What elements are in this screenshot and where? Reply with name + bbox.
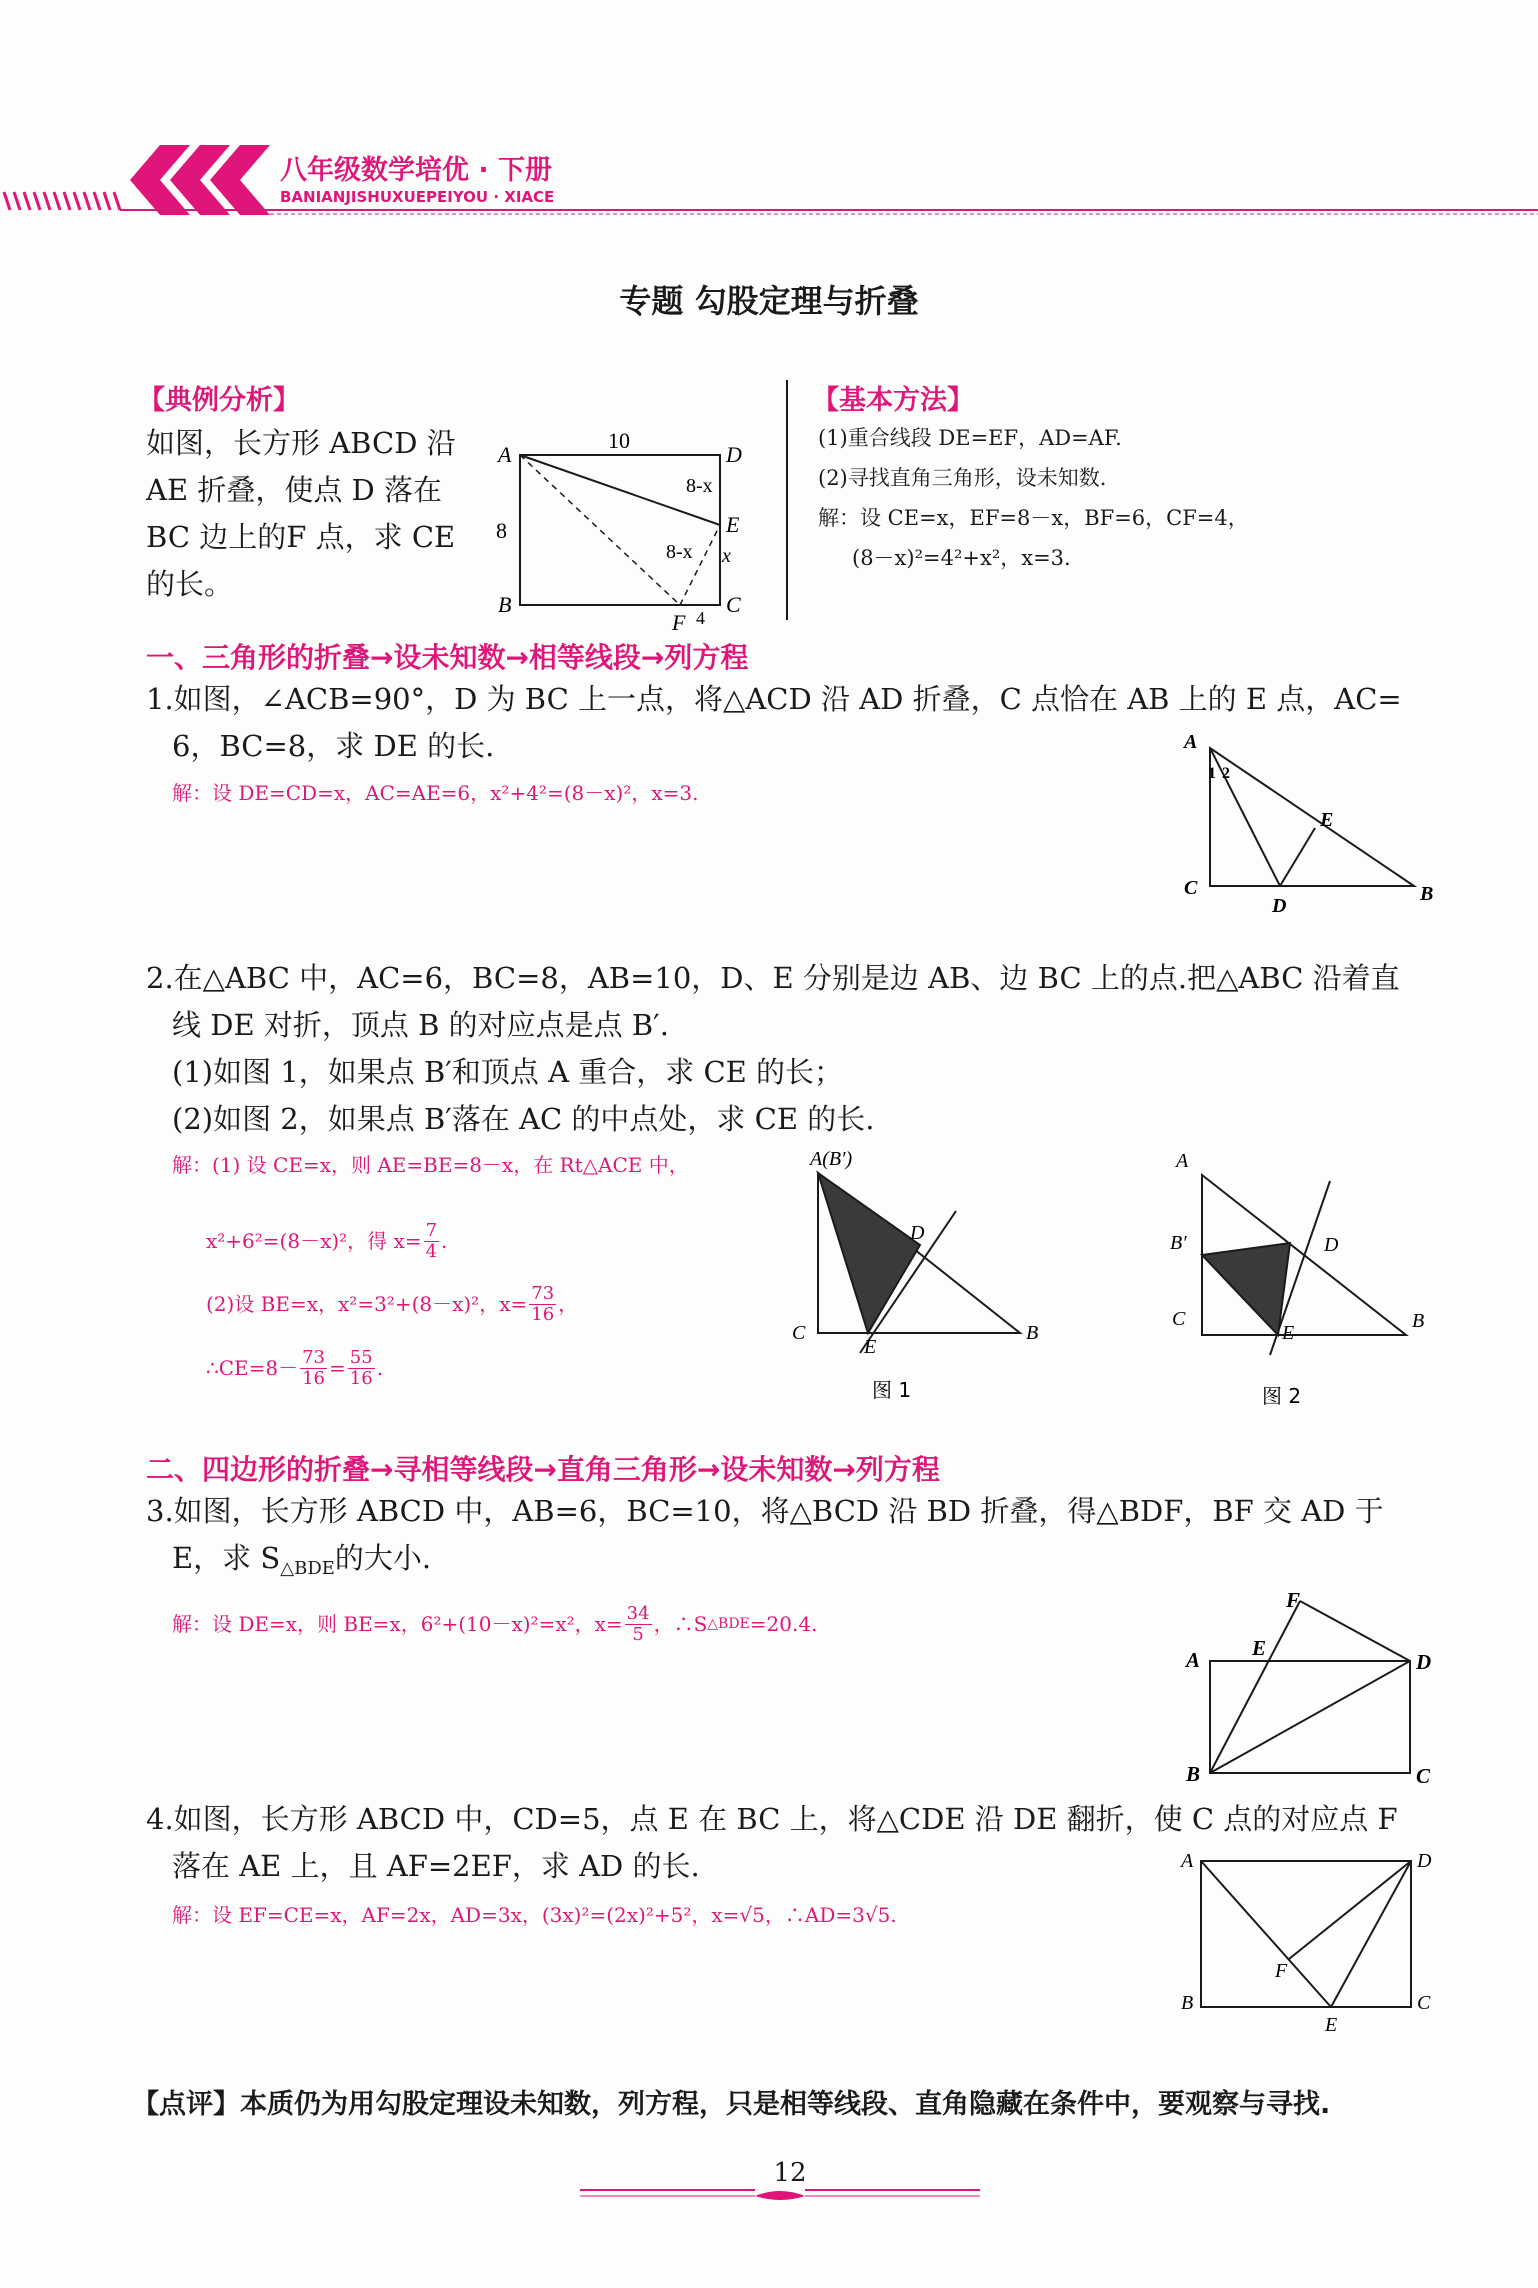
header-title: 八年级数学培优 · 下册 bbox=[280, 155, 553, 186]
q1-line: 1.如图，∠ACB=90°，D 为 BC 上一点，将△ACD 沿 AD 折叠，C 点恰在 AB 上的 E 点，AC= bbox=[146, 682, 1402, 716]
label-de: 8-x bbox=[686, 475, 713, 497]
label-Bprime: B′ bbox=[1170, 1232, 1187, 1254]
label-fc: 4 bbox=[696, 608, 705, 628]
q2-line: (2)如图 2，如果点 B′落在 AC 的中点处，求 CE 的长. bbox=[172, 1102, 875, 1136]
label-C: C bbox=[1172, 1308, 1186, 1330]
q3-line: 3.如图，长方形 ABCD 中，AB=6，BC=10，将△BCD 沿 BD 折叠，得△BDF，BF 交 AD 于 bbox=[146, 1494, 1384, 1528]
label-B: B bbox=[498, 592, 512, 617]
divider bbox=[786, 380, 788, 620]
label-E: E bbox=[864, 1336, 877, 1358]
q2-line: 线 DE 对折，顶点 B 的对应点是点 B′. bbox=[172, 1008, 669, 1042]
q4-answer: 解：设 EF=CE=x，AF=2x，AD=3x，(3x)²=(2x)²+5²，x=√5，∴AD=3√5. bbox=[172, 1903, 897, 1927]
header-pinyin: BANIANJISHUXUEPEIYOU · XIACE bbox=[280, 188, 555, 206]
label-E: E bbox=[1252, 1636, 1267, 1660]
label-C: C bbox=[1184, 877, 1198, 899]
label-F: F bbox=[1275, 1960, 1288, 1982]
label-D: D bbox=[910, 1222, 925, 1244]
q4-line: 落在 AE 上，且 AF=2EF，求 AD 的长. bbox=[172, 1849, 700, 1883]
label-B: B bbox=[1186, 1762, 1201, 1786]
example-figure bbox=[490, 420, 770, 635]
label-A: A(B′) bbox=[810, 1148, 853, 1170]
example-line: 如图，长方形 ABCD 沿 bbox=[146, 426, 456, 460]
q4-line: 4.如图，长方形 ABCD 中，CD=5，点 E 在 BC 上，将△CDE 沿 DE 翻折，使 C 点的对应点 F bbox=[146, 1802, 1398, 1836]
label-A: A bbox=[1181, 1850, 1194, 1872]
label-F: F bbox=[1286, 1588, 1301, 1612]
label-D: D bbox=[1417, 1850, 1432, 1872]
comment: 【点评】本质仍为用勾股定理设未知数，列方程，只是相等线段、直角隐藏在条件中，要观察与寻找. bbox=[132, 2089, 1331, 2120]
label-B: B bbox=[1181, 1992, 1194, 2014]
q2-line: 2.在△ABC 中，AC=6，BC=8，AB=10，D、E 分别是边 AB、边 BC 上的点.把△ABC 沿着直 bbox=[146, 961, 1400, 995]
example-line: BC 边上的F 点，求 CE bbox=[146, 520, 456, 554]
method-label: 【基本方法】 bbox=[812, 385, 974, 416]
q1-line: 6，BC=8，求 DE 的长. bbox=[172, 729, 495, 763]
label-E: E bbox=[1282, 1322, 1295, 1344]
method-line: 解：设 CE=x，EF=8－x，BF=6，CF=4， bbox=[818, 506, 1249, 530]
label-B: B bbox=[1026, 1322, 1039, 1344]
label-2: 2 bbox=[1222, 765, 1230, 782]
method-line: (8－x)²=4²+x²，x=3. bbox=[852, 546, 1071, 570]
page-number: 12 bbox=[773, 2158, 807, 2188]
q3-line: E，求 $S_{\triangle BDE}$的大小. bbox=[172, 1541, 432, 1579]
topic-title: 专题 勾股定理与折叠 bbox=[619, 282, 919, 320]
q2-figure2 bbox=[1150, 1145, 1440, 1415]
label-D: D bbox=[1324, 1234, 1339, 1256]
example-label: 【典例分析】 bbox=[138, 385, 300, 416]
label-ec: x bbox=[722, 545, 731, 567]
q1-answer: 解：设 DE=CD=x，AC=AE=6，x²+4²=(8－x)²，x=3. bbox=[172, 781, 699, 805]
page-header bbox=[0, 130, 1538, 220]
header-decoration bbox=[0, 130, 1538, 220]
label-left: 8 bbox=[496, 518, 507, 543]
label-D: D bbox=[1272, 895, 1287, 917]
label-A: A bbox=[1184, 731, 1198, 753]
q2-answer-l3: (2)设 BE=x，x²=3²+(8－x)²，x= $\frac{73}{16}$ ， bbox=[206, 1282, 579, 1325]
q2-text bbox=[146, 955, 1400, 1143]
q4-figure bbox=[1175, 1845, 1440, 2035]
q1-figure bbox=[1170, 730, 1440, 917]
label-D: D bbox=[1416, 1650, 1432, 1674]
q2-answer-l1: 解：(1) 设 CE=x，则 AE=BE=8－x，在 Rt△ACE 中， bbox=[172, 1153, 689, 1177]
example-line: AE 折叠，使点 D 落在 bbox=[146, 473, 443, 507]
label-C: C bbox=[1416, 1764, 1431, 1788]
example-text bbox=[146, 420, 456, 608]
fig2-caption: 图 2 bbox=[1262, 1384, 1302, 1408]
q2-answer-l4: ∴CE=8－ $\frac{73}{16}$ = $\frac{55}{16}$ . bbox=[206, 1346, 384, 1389]
label-A: A bbox=[1186, 1648, 1201, 1672]
label-C: C bbox=[726, 592, 741, 617]
method-line: (2)寻找直角三角形，设未知数. bbox=[818, 466, 1107, 490]
q2-answer bbox=[172, 1150, 689, 1400]
section2-heading: 二、四边形的折叠→寻相等线段→直角三角形→设未知数→列方程 bbox=[146, 1453, 940, 1486]
label-fe: 8-x bbox=[666, 541, 693, 563]
label-C: C bbox=[1417, 1992, 1431, 2014]
q3-text bbox=[146, 1488, 1384, 1592]
label-F: F bbox=[672, 610, 686, 635]
section1-heading: 一、三角形的折叠→设未知数→相等线段→列方程 bbox=[146, 641, 749, 674]
label-top: 10 bbox=[608, 428, 630, 453]
label-E: E bbox=[1325, 2014, 1338, 2036]
label-C: C bbox=[792, 1322, 806, 1344]
example-line: 的长。 bbox=[146, 567, 234, 601]
label-B: B bbox=[1420, 883, 1434, 905]
q3-answer: 解：设 DE=x，则 BE=x，6²+(10－x)²=x²，x= $\frac{34}{5}$ ，∴S △BDE =20.4. bbox=[172, 1602, 818, 1645]
q2-figure1 bbox=[780, 1145, 1060, 1405]
label-D: D bbox=[726, 442, 742, 467]
q3-figure bbox=[1180, 1585, 1440, 1788]
q2-line: (1)如图 1，如果点 B′和顶点 A 重合，求 CE 的长； bbox=[172, 1055, 844, 1089]
fig1-caption: 图 1 bbox=[872, 1378, 912, 1402]
label-1: 1 bbox=[1208, 765, 1216, 782]
method-text bbox=[818, 418, 1249, 578]
label-E: E bbox=[726, 512, 740, 537]
label-B: B bbox=[1412, 1310, 1425, 1332]
label-E: E bbox=[1320, 809, 1334, 831]
q2-answer-l2: x²+6²=(8－x)²，得 x= $\frac{7}{4}$ . bbox=[206, 1219, 448, 1262]
label-A: A bbox=[498, 442, 512, 467]
label-A: A bbox=[1176, 1150, 1189, 1172]
method-line: (1)重合线段 DE=EF，AD=AF. bbox=[818, 426, 1122, 450]
